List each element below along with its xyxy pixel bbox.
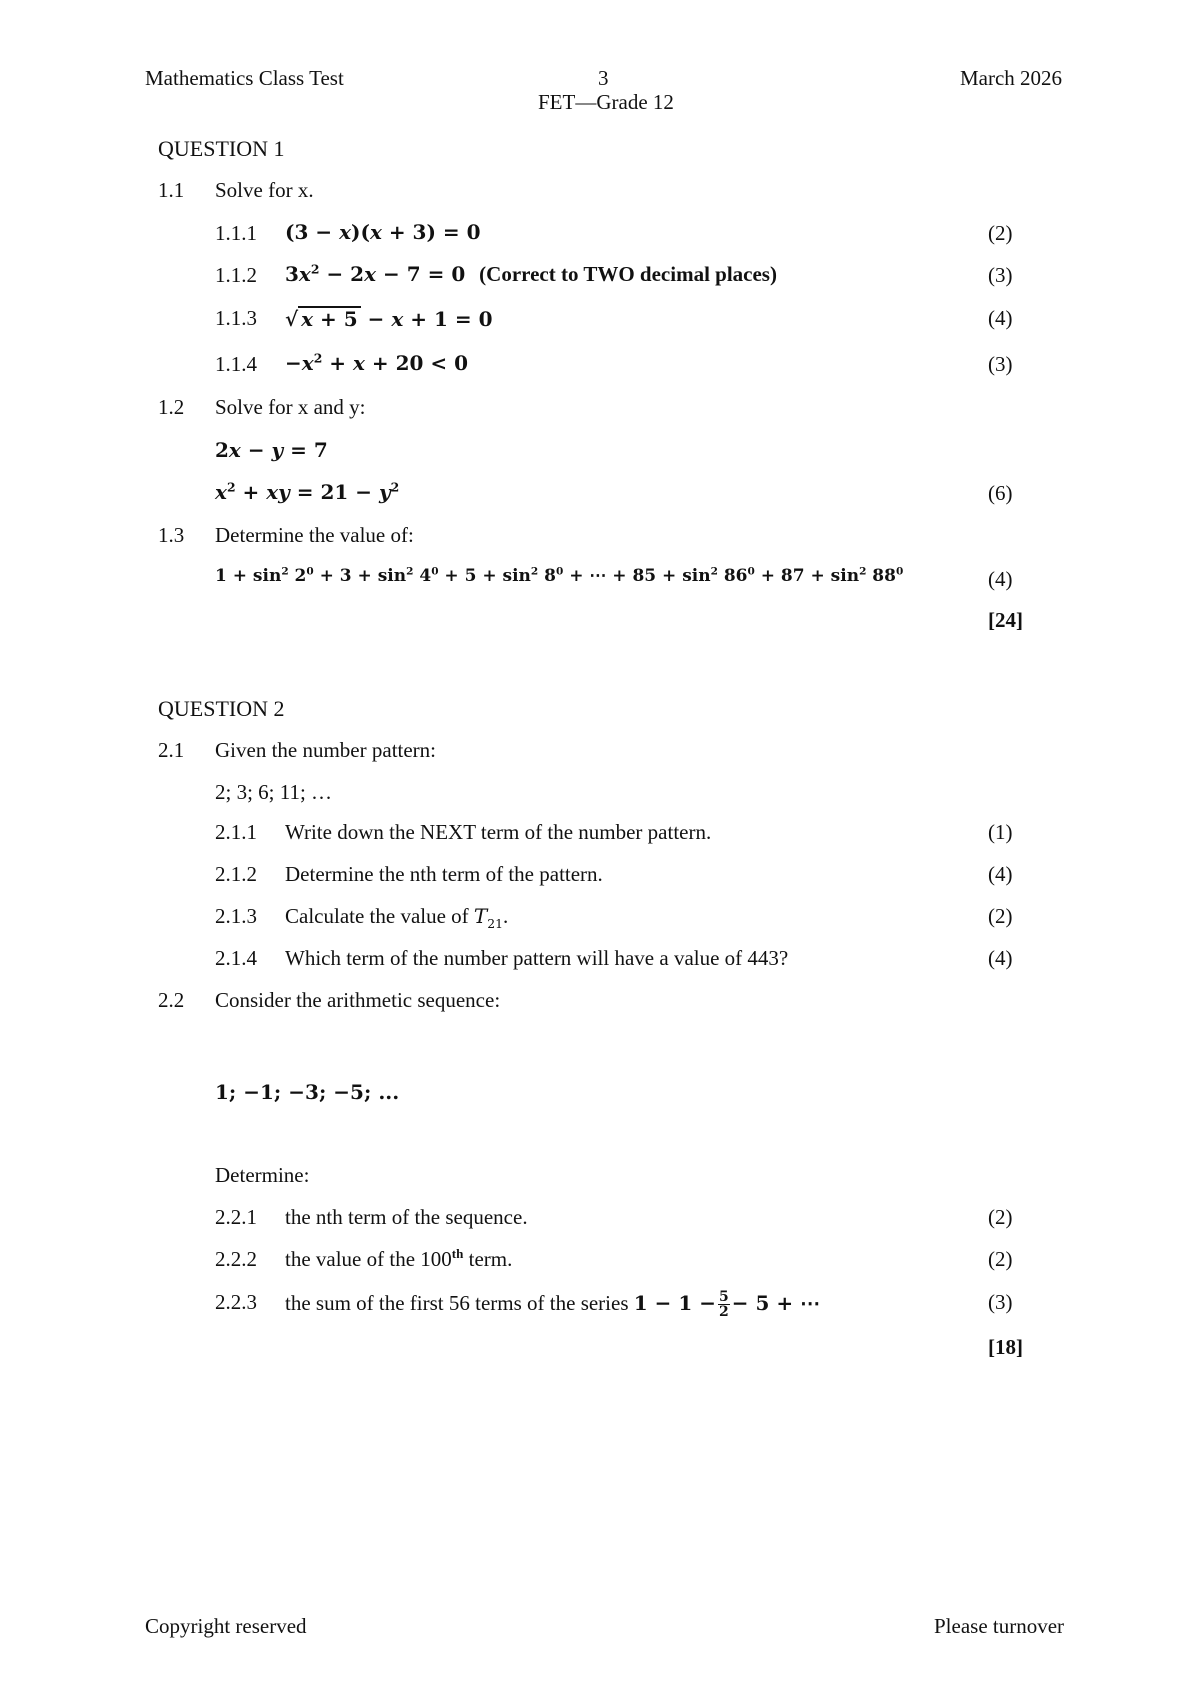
item-number: 1.1.4 xyxy=(215,352,257,376)
section-number: 2.1 xyxy=(158,738,185,762)
section-number: 1.3 xyxy=(158,523,185,547)
marks: (3) xyxy=(988,263,1013,287)
arithmetic-sequence: 1; −1; −3; −5; ... xyxy=(215,1080,400,1104)
section-number: 1.1 xyxy=(158,178,185,202)
item-text-2-2-2: the value of the 100th term. xyxy=(285,1246,513,1271)
number-pattern: 2; 3; 6; 11; … xyxy=(215,780,333,804)
marks: (4) xyxy=(988,306,1013,330)
item-number: 1.1.3 xyxy=(215,306,257,330)
marks: (6) xyxy=(988,481,1013,505)
marks: (2) xyxy=(988,1205,1013,1229)
marks: (4) xyxy=(988,862,1013,886)
equation-1-1-3: √ x + 5 − x + 1 = 0 xyxy=(285,307,493,331)
marks: (2) xyxy=(988,1247,1013,1271)
section-text: Consider the arithmetic sequence: xyxy=(215,988,501,1012)
item-number: 2.1.4 xyxy=(215,946,257,970)
section-text: Given the number pattern: xyxy=(215,738,437,762)
section-text: Determine the value of: xyxy=(215,523,414,547)
footer-left: Copyright reserved xyxy=(145,1614,307,1638)
equation-1-2-b: $x^2$ + xy = $21 - y^2$ xyxy=(215,479,400,504)
expression-1-3: $1 + \sin^2 2^0 + 3 + \sin^2 4^0 + 5 + \sin^2 8^0$ + ⋯ + $85 + \sin^2 86^0 + 87 + \sin^2 88^0$ xyxy=(215,565,904,586)
marks: (4) xyxy=(988,567,1013,591)
section-number: 2.2 xyxy=(158,988,185,1012)
header-subtitle: FET—Grade 12 xyxy=(538,90,674,114)
item-number: 2.2.3 xyxy=(215,1290,257,1314)
item-number: 2.2.2 xyxy=(215,1247,257,1271)
footer-right: Please turnover xyxy=(934,1614,1065,1638)
marks: (2) xyxy=(988,904,1013,928)
header-left: Mathematics Class Test xyxy=(145,66,344,90)
item-number: 1.1.2 xyxy=(215,263,257,287)
equation-1-2-a: 2x − y = 7 xyxy=(215,438,328,462)
question-1-heading: QUESTION 1 xyxy=(158,136,285,161)
marks: (1) xyxy=(988,820,1013,844)
item-text-2-1-3: Calculate the value of $T_{21}$. xyxy=(285,904,509,931)
question-2-total: [18] xyxy=(988,1335,1023,1359)
item-text-2-2-3: the sum of the first 56 terms of the series 1 − 1 − $\frac{5}{2}$ − 5 + ⋯ xyxy=(285,1289,821,1320)
equation-1-1-1: (3 − x)(x + 3) = 0 xyxy=(285,220,481,244)
determine-label: Determine: xyxy=(215,1163,310,1187)
marks: (2) xyxy=(988,221,1013,245)
item-text: Which term of the number pattern will have a value of 443? xyxy=(285,946,789,970)
section-text: Solve for x. xyxy=(215,178,314,202)
header-right: March 2026 xyxy=(960,66,1063,90)
item-text: Write down the NEXT term of the number pattern. xyxy=(285,820,712,844)
marks: (3) xyxy=(988,352,1013,376)
page-number: 3 xyxy=(598,66,609,90)
item-text: the nth term of the sequence. xyxy=(285,1205,528,1229)
item-number: 1.1.1 xyxy=(215,221,257,245)
question-2-heading: QUESTION 2 xyxy=(158,696,285,721)
equation-1-1-4: $-x^2 + x + 20 < 0$ xyxy=(285,350,469,375)
item-text: Determine the nth term of the pattern. xyxy=(285,862,603,886)
question-1-total: [24] xyxy=(988,608,1023,632)
section-number: 1.2 xyxy=(158,395,185,419)
item-number: 2.1.3 xyxy=(215,904,257,928)
item-number: 2.2.1 xyxy=(215,1205,257,1229)
marks: (3) xyxy=(988,1290,1013,1314)
item-number: 2.1.2 xyxy=(215,862,257,886)
equation-1-1-2: $3x^2 - 2x - 7 = 0$ (Correct to TWO decimal places) xyxy=(285,261,777,286)
item-number: 2.1.1 xyxy=(215,820,257,844)
marks: (4) xyxy=(988,946,1013,970)
section-text: Solve for x and y: xyxy=(215,395,366,419)
